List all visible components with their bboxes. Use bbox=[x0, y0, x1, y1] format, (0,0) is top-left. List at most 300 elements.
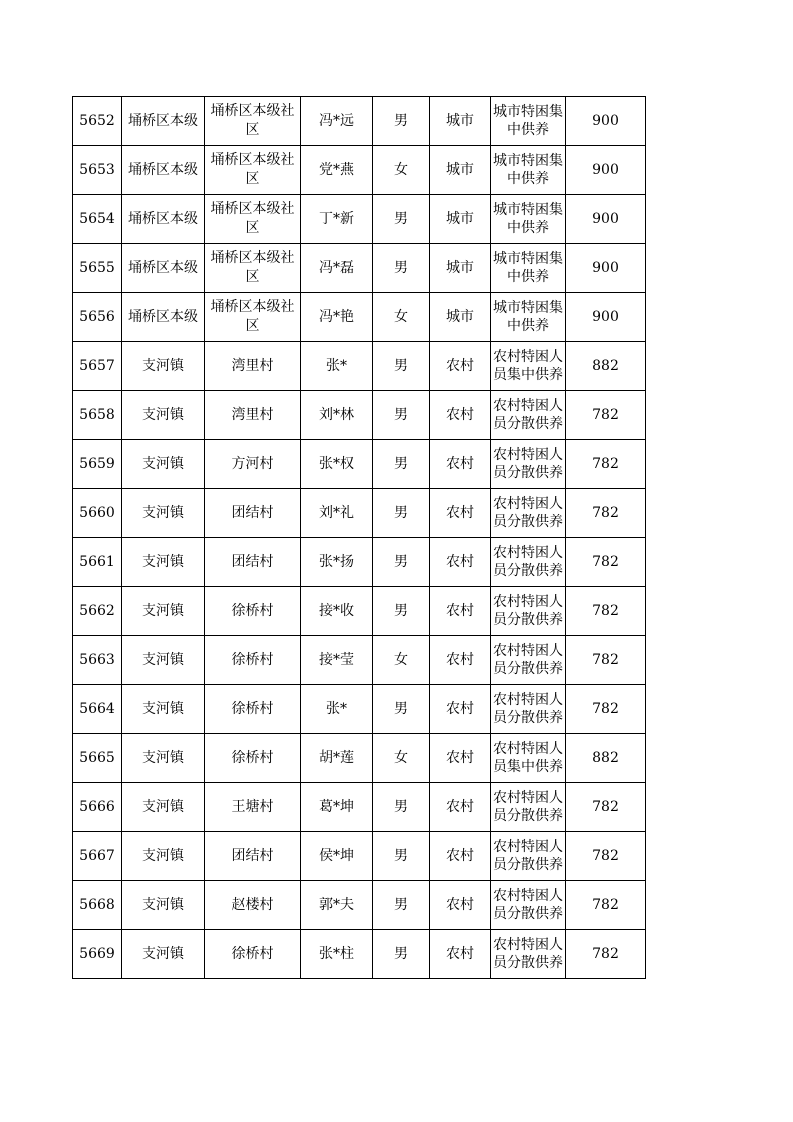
name-text: 刘*礼 bbox=[319, 504, 354, 521]
relief-type-text: 农村特困人员分散供养 bbox=[493, 888, 563, 922]
village-cell bbox=[205, 881, 301, 930]
area-cell bbox=[430, 342, 491, 391]
table-row bbox=[73, 195, 646, 244]
sex-cell bbox=[373, 293, 430, 342]
name-text: 侯*坤 bbox=[319, 847, 354, 864]
sex-text: 男 bbox=[394, 945, 408, 962]
serial-number-cell bbox=[73, 685, 122, 734]
town-text: 支河镇 bbox=[142, 896, 184, 913]
name-text: 冯*艳 bbox=[319, 308, 354, 325]
village-text: 湾里村 bbox=[231, 406, 274, 423]
area-cell bbox=[430, 930, 491, 979]
relief-type-cell bbox=[491, 342, 566, 391]
relief-type-cell bbox=[491, 685, 566, 734]
area-text: 农村 bbox=[446, 504, 474, 521]
relief-type-cell bbox=[491, 97, 566, 146]
area-cell bbox=[430, 146, 491, 195]
name-cell bbox=[301, 636, 373, 685]
relief-type-text: 农村特困人员分散供养 bbox=[493, 545, 563, 579]
name-cell bbox=[301, 244, 373, 293]
relief-type-cell bbox=[491, 195, 566, 244]
name-text: 张* bbox=[326, 357, 347, 374]
amount-cell bbox=[566, 146, 646, 195]
serial-number-text: 5654 bbox=[79, 210, 115, 227]
serial-number-cell bbox=[73, 293, 122, 342]
village-text: 埇桥区本级社区 bbox=[210, 103, 295, 138]
serial-number-cell bbox=[73, 930, 122, 979]
sex-cell bbox=[373, 685, 430, 734]
amount-cell bbox=[566, 489, 646, 538]
relief-type-text: 城市特困集中供养 bbox=[493, 300, 563, 334]
relief-type-text: 农村特困人员分散供养 bbox=[493, 496, 563, 530]
town-text: 支河镇 bbox=[142, 406, 184, 423]
table-row bbox=[73, 342, 646, 391]
village-cell bbox=[205, 538, 301, 587]
town-cell bbox=[122, 636, 205, 685]
name-text: 张*扬 bbox=[319, 553, 354, 570]
sex-text: 男 bbox=[394, 602, 408, 619]
serial-number-cell bbox=[73, 832, 122, 881]
table-row bbox=[73, 293, 646, 342]
amount-cell bbox=[566, 832, 646, 881]
relief-type-cell bbox=[491, 587, 566, 636]
table-row bbox=[73, 489, 646, 538]
serial-number-text: 5655 bbox=[79, 259, 115, 276]
village-cell bbox=[205, 587, 301, 636]
village-cell bbox=[205, 195, 301, 244]
name-cell bbox=[301, 734, 373, 783]
village-cell bbox=[205, 244, 301, 293]
name-text: 党*燕 bbox=[319, 161, 354, 178]
sex-cell bbox=[373, 391, 430, 440]
area-text: 农村 bbox=[446, 553, 474, 570]
town-cell bbox=[122, 587, 205, 636]
table-row bbox=[73, 440, 646, 489]
town-cell bbox=[122, 489, 205, 538]
relief-type-text: 农村特困人员分散供养 bbox=[493, 839, 563, 873]
sex-cell bbox=[373, 97, 430, 146]
serial-number-text: 5665 bbox=[79, 749, 115, 766]
serial-number-text: 5664 bbox=[79, 700, 115, 717]
relief-type-text: 农村特困人员集中供养 bbox=[493, 741, 563, 775]
town-text: 支河镇 bbox=[142, 847, 184, 864]
area-cell bbox=[430, 832, 491, 881]
area-text: 城市 bbox=[446, 161, 474, 178]
amount-cell bbox=[566, 881, 646, 930]
area-cell bbox=[430, 489, 491, 538]
sex-cell bbox=[373, 636, 430, 685]
relief-type-text: 城市特困集中供养 bbox=[493, 251, 563, 285]
amount-text: 782 bbox=[592, 798, 619, 815]
relief-type-cell bbox=[491, 881, 566, 930]
serial-number-text: 5669 bbox=[79, 945, 115, 962]
village-cell bbox=[205, 489, 301, 538]
relief-type-cell bbox=[491, 734, 566, 783]
name-text: 张*柱 bbox=[319, 945, 354, 962]
table-row bbox=[73, 97, 646, 146]
sex-cell bbox=[373, 587, 430, 636]
relief-type-cell bbox=[491, 146, 566, 195]
amount-text: 900 bbox=[592, 308, 619, 325]
sex-cell bbox=[373, 244, 430, 293]
town-text: 埇桥区本级 bbox=[128, 259, 198, 276]
area-cell bbox=[430, 685, 491, 734]
name-text: 冯*磊 bbox=[319, 259, 354, 276]
area-cell bbox=[430, 587, 491, 636]
village-text: 徐桥村 bbox=[231, 651, 274, 668]
sex-text: 男 bbox=[394, 504, 408, 521]
town-cell bbox=[122, 342, 205, 391]
sex-text: 男 bbox=[394, 406, 408, 423]
amount-text: 882 bbox=[592, 357, 619, 374]
serial-number-text: 5663 bbox=[79, 651, 115, 668]
town-cell bbox=[122, 685, 205, 734]
serial-number-text: 5652 bbox=[79, 112, 115, 129]
town-text: 埇桥区本级 bbox=[128, 308, 198, 325]
name-cell bbox=[301, 391, 373, 440]
town-text: 埇桥区本级 bbox=[128, 112, 198, 129]
amount-text: 782 bbox=[592, 455, 619, 472]
village-text: 埇桥区本级社区 bbox=[210, 299, 295, 334]
village-text: 团结村 bbox=[231, 847, 274, 864]
sex-cell bbox=[373, 440, 430, 489]
name-text: 接*莹 bbox=[319, 651, 354, 668]
area-cell bbox=[430, 293, 491, 342]
serial-number-text: 5656 bbox=[79, 308, 115, 325]
amount-cell bbox=[566, 97, 646, 146]
name-cell bbox=[301, 930, 373, 979]
amount-cell bbox=[566, 783, 646, 832]
town-cell bbox=[122, 881, 205, 930]
sex-text: 男 bbox=[394, 700, 408, 717]
amount-cell bbox=[566, 930, 646, 979]
name-text: 郭*夫 bbox=[319, 896, 354, 913]
village-cell bbox=[205, 146, 301, 195]
area-text: 农村 bbox=[446, 651, 474, 668]
area-text: 农村 bbox=[446, 945, 474, 962]
town-text: 支河镇 bbox=[142, 798, 184, 815]
amount-text: 882 bbox=[592, 749, 619, 766]
relief-type-text: 农村特困人员集中供养 bbox=[493, 349, 563, 383]
serial-number-text: 5668 bbox=[79, 896, 115, 913]
village-cell bbox=[205, 734, 301, 783]
name-cell bbox=[301, 195, 373, 244]
village-text: 团结村 bbox=[231, 504, 274, 521]
table-row bbox=[73, 734, 646, 783]
serial-number-cell bbox=[73, 342, 122, 391]
sex-cell bbox=[373, 489, 430, 538]
village-text: 赵楼村 bbox=[231, 896, 274, 913]
name-cell bbox=[301, 685, 373, 734]
amount-text: 782 bbox=[592, 651, 619, 668]
serial-number-cell bbox=[73, 636, 122, 685]
amount-text: 782 bbox=[592, 553, 619, 570]
relief-type-cell bbox=[491, 832, 566, 881]
amount-text: 782 bbox=[592, 700, 619, 717]
table-row bbox=[73, 146, 646, 195]
relief-type-cell bbox=[491, 930, 566, 979]
area-text: 农村 bbox=[446, 602, 474, 619]
name-text: 葛*坤 bbox=[319, 798, 354, 815]
name-cell bbox=[301, 587, 373, 636]
town-cell bbox=[122, 734, 205, 783]
sex-cell bbox=[373, 195, 430, 244]
village-cell bbox=[205, 832, 301, 881]
table-body bbox=[73, 97, 646, 979]
amount-cell bbox=[566, 293, 646, 342]
name-text: 刘*林 bbox=[319, 406, 354, 423]
relief-type-text: 农村特困人员分散供养 bbox=[493, 692, 563, 726]
relief-type-cell bbox=[491, 489, 566, 538]
table-row bbox=[73, 244, 646, 293]
area-cell bbox=[430, 783, 491, 832]
serial-number-cell bbox=[73, 391, 122, 440]
village-text: 埇桥区本级社区 bbox=[210, 201, 295, 236]
town-text: 支河镇 bbox=[142, 602, 184, 619]
area-text: 农村 bbox=[446, 847, 474, 864]
relief-type-cell bbox=[491, 293, 566, 342]
serial-number-cell bbox=[73, 734, 122, 783]
village-text: 埇桥区本级社区 bbox=[210, 250, 295, 285]
village-cell bbox=[205, 440, 301, 489]
amount-cell bbox=[566, 636, 646, 685]
area-text: 城市 bbox=[446, 259, 474, 276]
serial-number-text: 5667 bbox=[79, 847, 115, 864]
serial-number-text: 5657 bbox=[79, 357, 115, 374]
sex-cell bbox=[373, 930, 430, 979]
relief-type-text: 城市特困集中供养 bbox=[493, 153, 563, 187]
sex-text: 男 bbox=[394, 847, 408, 864]
town-cell bbox=[122, 832, 205, 881]
amount-text: 782 bbox=[592, 504, 619, 521]
area-cell bbox=[430, 97, 491, 146]
area-text: 城市 bbox=[446, 112, 474, 129]
area-text: 农村 bbox=[446, 357, 474, 374]
village-text: 王塘村 bbox=[231, 798, 274, 815]
area-cell bbox=[430, 636, 491, 685]
serial-number-cell bbox=[73, 489, 122, 538]
amount-text: 900 bbox=[592, 259, 619, 276]
serial-number-text: 5661 bbox=[79, 553, 115, 570]
relief-type-text: 农村特困人员分散供养 bbox=[493, 447, 563, 481]
town-text: 支河镇 bbox=[142, 945, 184, 962]
serial-number-text: 5662 bbox=[79, 602, 115, 619]
serial-number-text: 5658 bbox=[79, 406, 115, 423]
relief-type-text: 农村特困人员分散供养 bbox=[493, 398, 563, 432]
village-text: 徐桥村 bbox=[231, 700, 274, 717]
name-text: 冯*远 bbox=[319, 112, 354, 129]
town-text: 支河镇 bbox=[142, 749, 184, 766]
town-text: 埇桥区本级 bbox=[128, 161, 198, 178]
town-text: 支河镇 bbox=[142, 553, 184, 570]
sex-text: 男 bbox=[394, 210, 408, 227]
relief-type-text: 农村特困人员分散供养 bbox=[493, 937, 563, 971]
name-cell bbox=[301, 342, 373, 391]
serial-number-text: 5659 bbox=[79, 455, 115, 472]
amount-text: 782 bbox=[592, 406, 619, 423]
table-row bbox=[73, 587, 646, 636]
table-row bbox=[73, 636, 646, 685]
village-cell bbox=[205, 783, 301, 832]
town-text: 支河镇 bbox=[142, 455, 184, 472]
village-cell bbox=[205, 930, 301, 979]
name-cell bbox=[301, 293, 373, 342]
amount-text: 900 bbox=[592, 210, 619, 227]
amount-cell bbox=[566, 440, 646, 489]
town-text: 支河镇 bbox=[142, 700, 184, 717]
sex-text: 男 bbox=[394, 798, 408, 815]
name-cell bbox=[301, 440, 373, 489]
area-text: 农村 bbox=[446, 896, 474, 913]
amount-cell bbox=[566, 587, 646, 636]
serial-number-cell bbox=[73, 587, 122, 636]
area-cell bbox=[430, 244, 491, 293]
sex-text: 女 bbox=[394, 161, 408, 178]
sex-text: 男 bbox=[394, 896, 408, 913]
sex-cell bbox=[373, 342, 430, 391]
town-cell bbox=[122, 195, 205, 244]
sex-text: 男 bbox=[394, 259, 408, 276]
amount-cell bbox=[566, 195, 646, 244]
serial-number-text: 5666 bbox=[79, 798, 115, 815]
relief-roster-table bbox=[72, 96, 646, 979]
name-cell bbox=[301, 538, 373, 587]
sex-text: 男 bbox=[394, 112, 408, 129]
serial-number-text: 5653 bbox=[79, 161, 115, 178]
village-text: 徐桥村 bbox=[231, 602, 274, 619]
town-cell bbox=[122, 146, 205, 195]
name-text: 丁*新 bbox=[319, 210, 354, 227]
sex-cell bbox=[373, 146, 430, 195]
relief-type-text: 农村特困人员分散供养 bbox=[493, 643, 563, 677]
sex-cell bbox=[373, 783, 430, 832]
name-text: 张*权 bbox=[319, 455, 354, 472]
sex-cell bbox=[373, 881, 430, 930]
table-row bbox=[73, 538, 646, 587]
relief-type-cell bbox=[491, 391, 566, 440]
sex-cell bbox=[373, 538, 430, 587]
amount-text: 782 bbox=[592, 847, 619, 864]
relief-type-text: 农村特困人员分散供养 bbox=[493, 594, 563, 628]
village-cell bbox=[205, 97, 301, 146]
amount-text: 782 bbox=[592, 896, 619, 913]
serial-number-cell bbox=[73, 97, 122, 146]
town-cell bbox=[122, 244, 205, 293]
village-cell bbox=[205, 391, 301, 440]
table-row bbox=[73, 783, 646, 832]
village-text: 埇桥区本级社区 bbox=[210, 152, 295, 187]
serial-number-cell bbox=[73, 195, 122, 244]
village-text: 徐桥村 bbox=[231, 945, 274, 962]
amount-text: 900 bbox=[592, 161, 619, 178]
town-text: 支河镇 bbox=[142, 357, 184, 374]
serial-number-cell bbox=[73, 146, 122, 195]
town-cell bbox=[122, 391, 205, 440]
village-text: 方河村 bbox=[231, 455, 274, 472]
area-text: 城市 bbox=[446, 308, 474, 325]
area-cell bbox=[430, 440, 491, 489]
town-cell bbox=[122, 783, 205, 832]
town-text: 埇桥区本级 bbox=[128, 210, 198, 227]
town-text: 支河镇 bbox=[142, 504, 184, 521]
area-cell bbox=[430, 881, 491, 930]
sex-text: 女 bbox=[394, 651, 408, 668]
amount-cell bbox=[566, 734, 646, 783]
serial-number-cell bbox=[73, 538, 122, 587]
sex-text: 男 bbox=[394, 455, 408, 472]
sex-text: 男 bbox=[394, 553, 408, 570]
name-text: 胡*莲 bbox=[319, 749, 354, 766]
area-text: 农村 bbox=[446, 749, 474, 766]
village-cell bbox=[205, 293, 301, 342]
amount-cell bbox=[566, 342, 646, 391]
village-cell bbox=[205, 636, 301, 685]
name-cell bbox=[301, 783, 373, 832]
area-cell bbox=[430, 538, 491, 587]
amount-text: 900 bbox=[592, 112, 619, 129]
village-text: 团结村 bbox=[231, 553, 274, 570]
sex-cell bbox=[373, 734, 430, 783]
relief-type-cell bbox=[491, 244, 566, 293]
area-text: 城市 bbox=[446, 210, 474, 227]
name-cell bbox=[301, 881, 373, 930]
sex-cell bbox=[373, 832, 430, 881]
relief-type-cell bbox=[491, 783, 566, 832]
area-text: 农村 bbox=[446, 455, 474, 472]
sex-text: 男 bbox=[394, 357, 408, 374]
town-cell bbox=[122, 538, 205, 587]
table-row bbox=[73, 832, 646, 881]
name-cell bbox=[301, 489, 373, 538]
village-cell bbox=[205, 685, 301, 734]
serial-number-cell bbox=[73, 244, 122, 293]
sex-text: 女 bbox=[394, 749, 408, 766]
name-cell bbox=[301, 146, 373, 195]
relief-type-text: 城市特困集中供养 bbox=[493, 104, 563, 138]
sex-text: 女 bbox=[394, 308, 408, 325]
name-cell bbox=[301, 97, 373, 146]
name-text: 张* bbox=[326, 700, 347, 717]
relief-type-cell bbox=[491, 538, 566, 587]
relief-type-cell bbox=[491, 636, 566, 685]
town-cell bbox=[122, 440, 205, 489]
serial-number-cell bbox=[73, 881, 122, 930]
table-row bbox=[73, 881, 646, 930]
area-text: 农村 bbox=[446, 406, 474, 423]
village-cell bbox=[205, 342, 301, 391]
table-row bbox=[73, 930, 646, 979]
town-cell bbox=[122, 97, 205, 146]
serial-number-cell bbox=[73, 440, 122, 489]
village-text: 徐桥村 bbox=[231, 749, 274, 766]
amount-cell bbox=[566, 538, 646, 587]
area-cell bbox=[430, 734, 491, 783]
town-cell bbox=[122, 293, 205, 342]
amount-cell bbox=[566, 391, 646, 440]
town-cell bbox=[122, 930, 205, 979]
amount-text: 782 bbox=[592, 945, 619, 962]
relief-type-text: 农村特困人员分散供养 bbox=[493, 790, 563, 824]
relief-type-cell bbox=[491, 440, 566, 489]
amount-cell bbox=[566, 244, 646, 293]
table-row bbox=[73, 391, 646, 440]
village-text: 湾里村 bbox=[231, 357, 274, 374]
area-cell bbox=[430, 391, 491, 440]
town-text: 支河镇 bbox=[142, 651, 184, 668]
serial-number-cell bbox=[73, 783, 122, 832]
table-row bbox=[73, 685, 646, 734]
area-text: 农村 bbox=[446, 700, 474, 717]
